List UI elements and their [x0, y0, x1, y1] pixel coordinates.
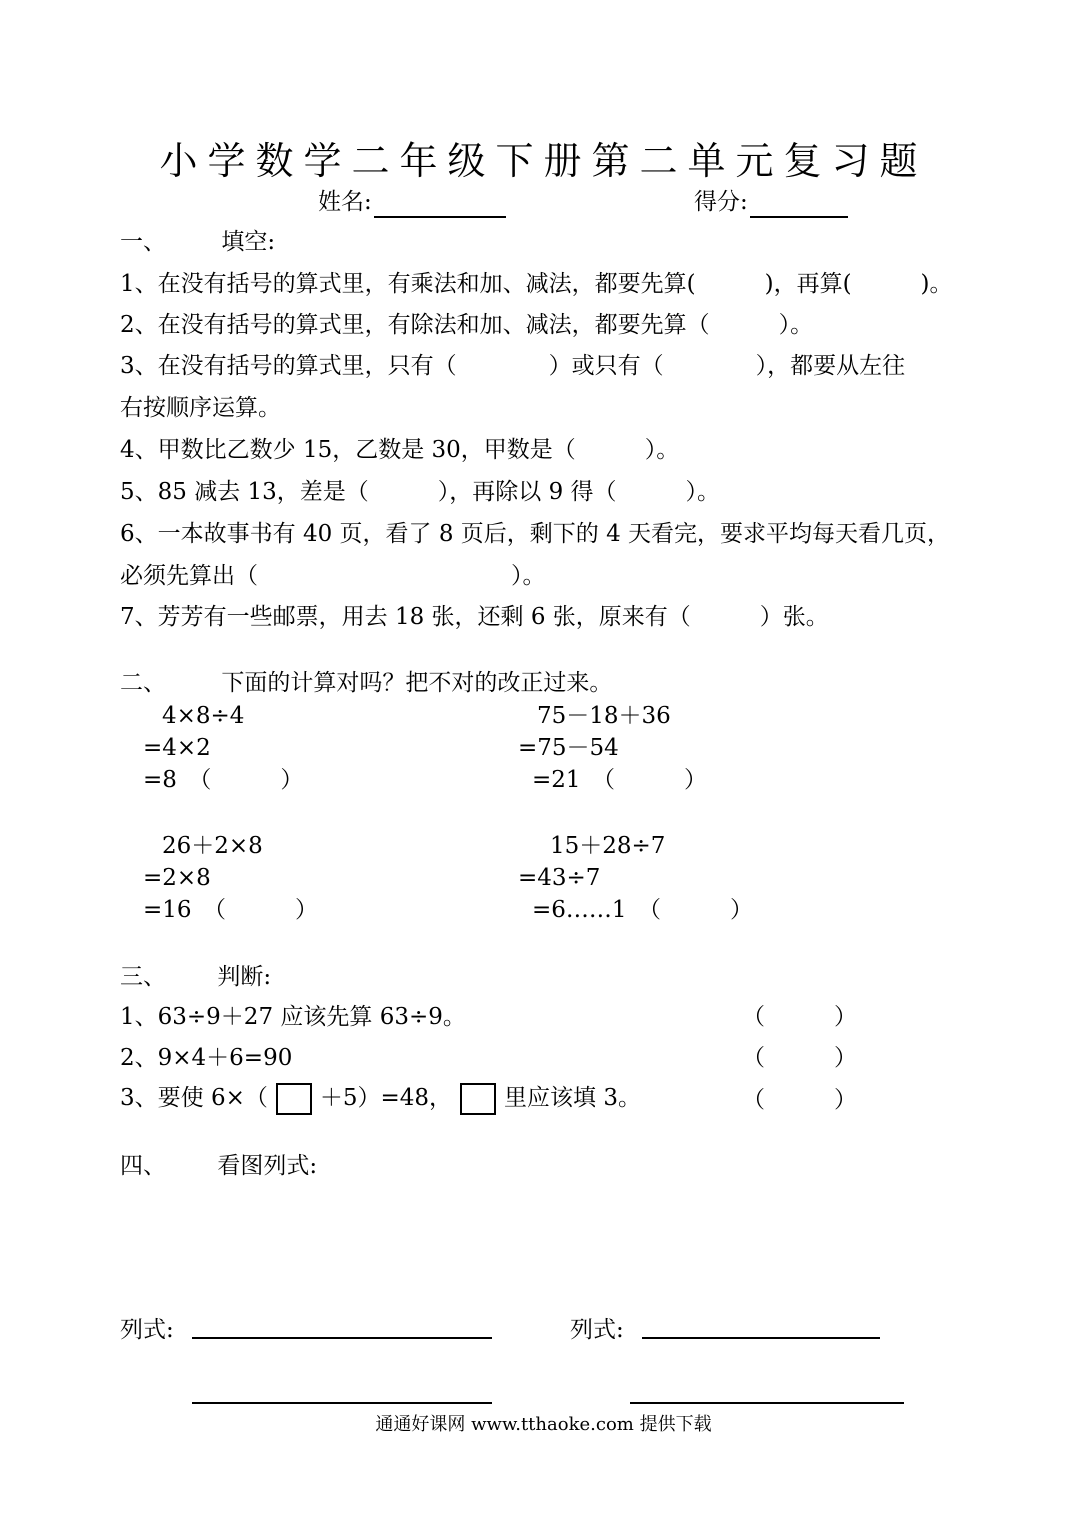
section3-number: 三、	[120, 964, 166, 990]
problem-1-line2: =4×2	[143, 735, 211, 761]
section2-title: 下面的计算对吗？把不对的改正过来。	[221, 670, 613, 696]
problem-3-line2: =2×8	[143, 865, 211, 891]
section1-heading	[120, 226, 275, 258]
s1-question-6-line1: 6、一本故事书有 40 页，看了 8 页后，剩下的 4 天看完，要求平均每天看几页，	[120, 521, 951, 547]
s3-answer-3[interactable]: （ ）	[742, 1087, 857, 1113]
problem-4-line3: =6……1 （ ）	[532, 897, 754, 923]
s1-question-6-line2: 必须先算出（ ）。	[120, 563, 546, 589]
problem-4-line1: 15＋28÷7	[550, 833, 666, 859]
page-title: 小学数学二年级下册第二单元复习题	[159, 139, 928, 183]
section2-heading	[120, 667, 612, 699]
s3-q3-part1: 3、要使 6×（	[120, 1085, 268, 1111]
section4-number: 四、	[120, 1153, 166, 1179]
score-label: 得分:	[694, 189, 748, 215]
s3-question-2: 2、9×4＋6=90	[120, 1045, 293, 1071]
section4-heading	[120, 1150, 317, 1182]
section1-number: 一、	[120, 229, 166, 255]
s3-q3-part3: 里应该填 3。	[504, 1085, 641, 1111]
s1-question-1: 1、在没有括号的算式里，有乘法和加、减法，都要先算( )，再算( )。	[120, 271, 953, 297]
problem-2-line2: =75－54	[518, 735, 619, 761]
problem-3-line3: =16 （ ）	[143, 897, 319, 923]
problem-2-line1: 75－18＋36	[537, 703, 671, 729]
s3-question-3	[120, 1082, 641, 1115]
answer-line-left[interactable]	[192, 1402, 492, 1404]
formula-line-right[interactable]	[642, 1337, 880, 1339]
score-blank[interactable]	[750, 196, 848, 218]
section3-title: 判断:	[217, 964, 272, 990]
s1-question-7: 7、芳芳有一些邮票，用去 18 张，还剩 6 张，原来有（ ）张。	[120, 604, 829, 630]
problem-2-line3: =21 （ ）	[532, 767, 708, 793]
problem-4-line2: =43÷7	[518, 865, 601, 891]
formula-label-left: 列式:	[120, 1317, 174, 1343]
formula-line-left[interactable]	[192, 1337, 492, 1339]
section2-number: 二、	[120, 670, 166, 696]
s3-answer-1[interactable]: （ ）	[742, 1004, 857, 1030]
formula-label-right: 列式:	[570, 1317, 624, 1343]
section4-title: 看图列式:	[217, 1153, 318, 1179]
section3-heading	[120, 961, 271, 993]
s1-question-3-line1: 3、在没有括号的算式里，只有（ ）或只有（ ），都要从左往	[120, 353, 906, 379]
s1-question-2: 2、在没有括号的算式里，有除法和加、减法，都要先算（ ）。	[120, 312, 814, 338]
score-field	[694, 186, 848, 218]
problem-3-line1: 26＋2×8	[162, 833, 263, 859]
problem-1-line3: =8 （ ）	[143, 767, 304, 793]
s1-question-4: 4、甲数比乙数少 15，乙数是 30，甲数是（ ）。	[120, 437, 680, 463]
answer-box[interactable]	[276, 1083, 312, 1115]
name-blank[interactable]	[374, 196, 506, 218]
s1-question-3-line2: 右按顺序运算。	[120, 395, 281, 421]
name-field	[318, 186, 506, 218]
section1-title: 填空:	[221, 229, 276, 255]
s1-question-5: 5、85 减去 13，差是（ ），再除以 9 得（ ）。	[120, 479, 721, 505]
problem-1-line1: 4×8÷4	[162, 703, 245, 729]
footer-text: 通通好课网 www.tthaoke.com 提供下载	[375, 1414, 712, 1435]
s3-answer-2[interactable]: （ ）	[742, 1045, 857, 1071]
s3-q3-part2: ＋5）=48，	[319, 1085, 453, 1111]
name-label: 姓名:	[318, 189, 372, 215]
answer-box[interactable]	[460, 1083, 496, 1115]
answer-line-right[interactable]	[630, 1402, 904, 1404]
s3-question-1: 1、63÷9＋27 应该先算 63÷9。	[120, 1004, 466, 1030]
